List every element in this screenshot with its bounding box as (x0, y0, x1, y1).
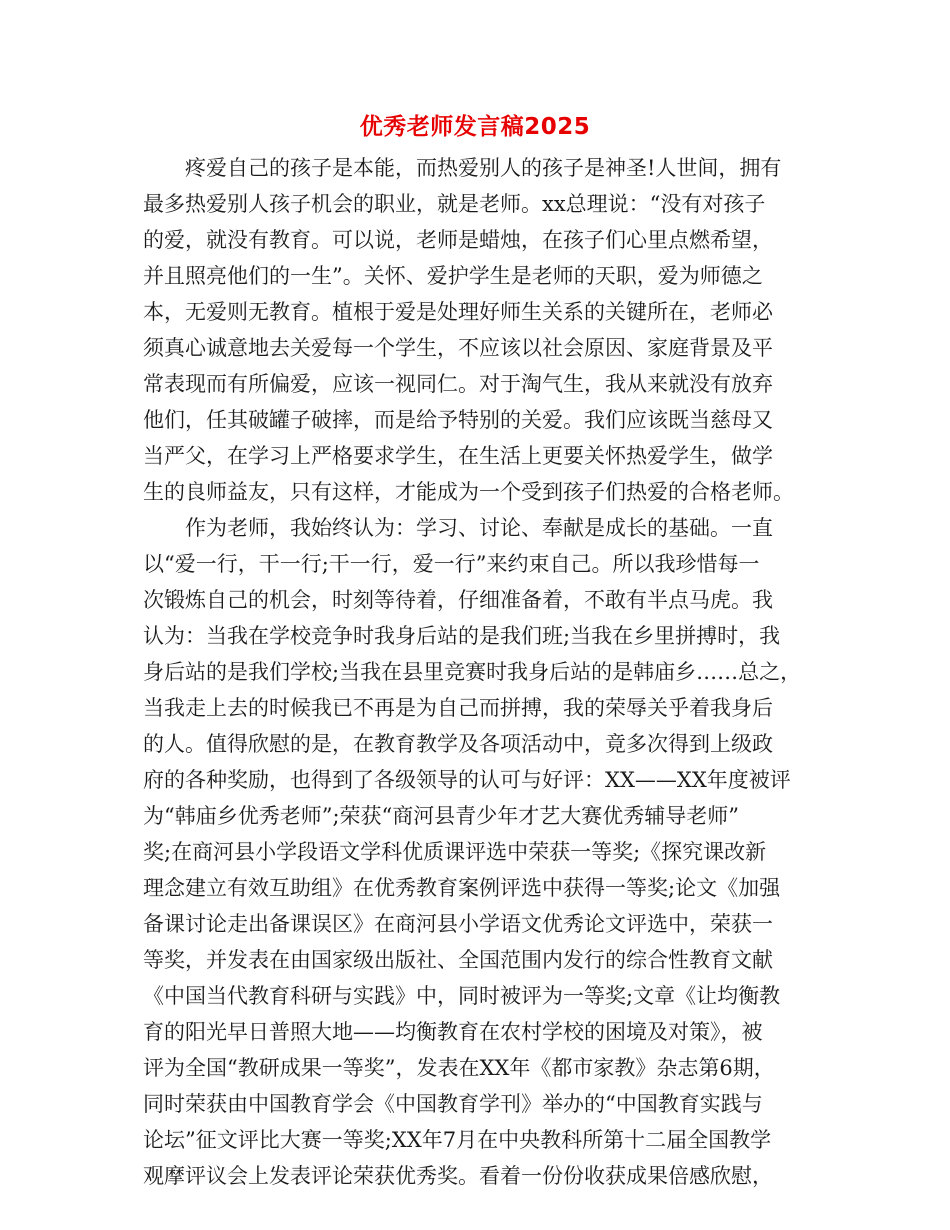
paragraph-line: 当严父，在学习上严格要求学生，在生活上更要关怀热爱学生，做学 (143, 444, 773, 468)
paragraph-line: 同时荣获由中国教育学会《中国教育学刊》举办的“中国教育实践与 (143, 1092, 763, 1116)
paragraph-line: 他们，任其破罐子破摔，而是给予特别的关爱。我们应该既当慈母又 (143, 408, 773, 432)
paragraph-line: 作为老师，我始终认为：学习、讨论、奉献是成长的基础。一直 (185, 516, 773, 540)
paragraph-line: 以“爱一行，干一行;干一行，爱一行”来约束自己。所以我珍惜每一 (143, 552, 760, 576)
document-title: 优秀老师发言稿2025 (359, 114, 591, 140)
paragraph-line: 《中国当代教育科研与实践》中，同时被评为一等奖;文章《让均衡教 (143, 984, 781, 1008)
paragraph-line: 评为全国“教研成果一等奖”，发表在XX年《都市家教》杂志第6期， (143, 1056, 775, 1080)
document-body (143, 150, 819, 1194)
paragraph-line: 本，无爱则无教育。植根于爱是处理好师生关系的关键所在，老师必 (143, 300, 773, 324)
paragraph-line: 次锻炼自己的机会，时刻等待着，仔细准备着，不敢有半点马虎。我 (143, 588, 773, 612)
paragraph-line: 理念建立有效互助组》在优秀教育案例评选中获得一等奖;论文《加强 (143, 876, 781, 900)
paragraph-line: 认为：当我在学校竞争时我身后站的是我们班;当我在乡里拼搏时，我 (143, 624, 781, 648)
paragraph-line: 等奖，并发表在由国家级出版社、全国范围内发行的综合性教育文献 (143, 948, 773, 972)
paragraph-line: 当我走上去的时候我已不再是为自己而拼搏，我的荣辱关乎着我身后 (143, 696, 773, 720)
paragraph-line: 并且照亮他们的一生”。关怀、爱护学生是老师的天职，爱为师德之 (143, 264, 763, 288)
paragraph-line: 的爱，就没有教育。可以说，老师是蜡烛，在孩子们心里点燃希望， (143, 228, 773, 252)
paragraph-line: 疼爱自己的孩子是本能，而热爱别人的孩子是神圣!人世间，拥有 (185, 156, 782, 180)
paragraph-line: 奖;在商河县小学段语文学科优质课评选中荣获一等奖;《探究课改新 (143, 840, 767, 864)
paragraph-line: 最多热爱别人孩子机会的职业，就是老师。xx总理说：“没有对孩子 (143, 192, 766, 216)
paragraph-line: 的人。值得欣慰的是，在教育教学及各项活动中，竟多次得到上级政 (143, 732, 773, 756)
paragraph-line: 须真心诚意地去关爱每一个学生，不应该以社会原因、家庭背景及平 (143, 336, 773, 360)
paragraph-line: 论坛”征文评比大赛一等奖;XX年7月在中央教科所第十二届全国教学 (143, 1128, 772, 1152)
paragraph-line: 生的良师益友，只有这样，才能成为一个受到孩子们热爱的合格老师。 (143, 480, 794, 504)
paragraph-line: 育的阳光早日普照大地——均衡教育在农村学校的困境及对策》，被 (143, 1020, 763, 1044)
paragraph-line: 为“韩庙乡优秀老师”;荣获“商河县青少年才艺大赛优秀辅导老师” (143, 804, 740, 828)
paragraph-line: 观摩评议会上发表评论荣获优秀奖。看着一份份收获成果倍感欣慰， (143, 1164, 773, 1188)
paragraph-line: 备课讨论走出备课误区》在商河县小学语文优秀论文评选中，荣获一 (143, 912, 773, 936)
paragraph-line: 身后站的是我们学校;当我在县里竞赛时我身后站的是韩庙乡……总之， (143, 660, 802, 684)
paragraph-line: 常表现而有所偏爱，应该一视同仁。对于淘气生，我从来就没有放弃 (143, 372, 773, 396)
paragraph-line: 府的各种奖励，也得到了各级领导的认可与好评：XX——XX年度被评 (143, 768, 791, 792)
